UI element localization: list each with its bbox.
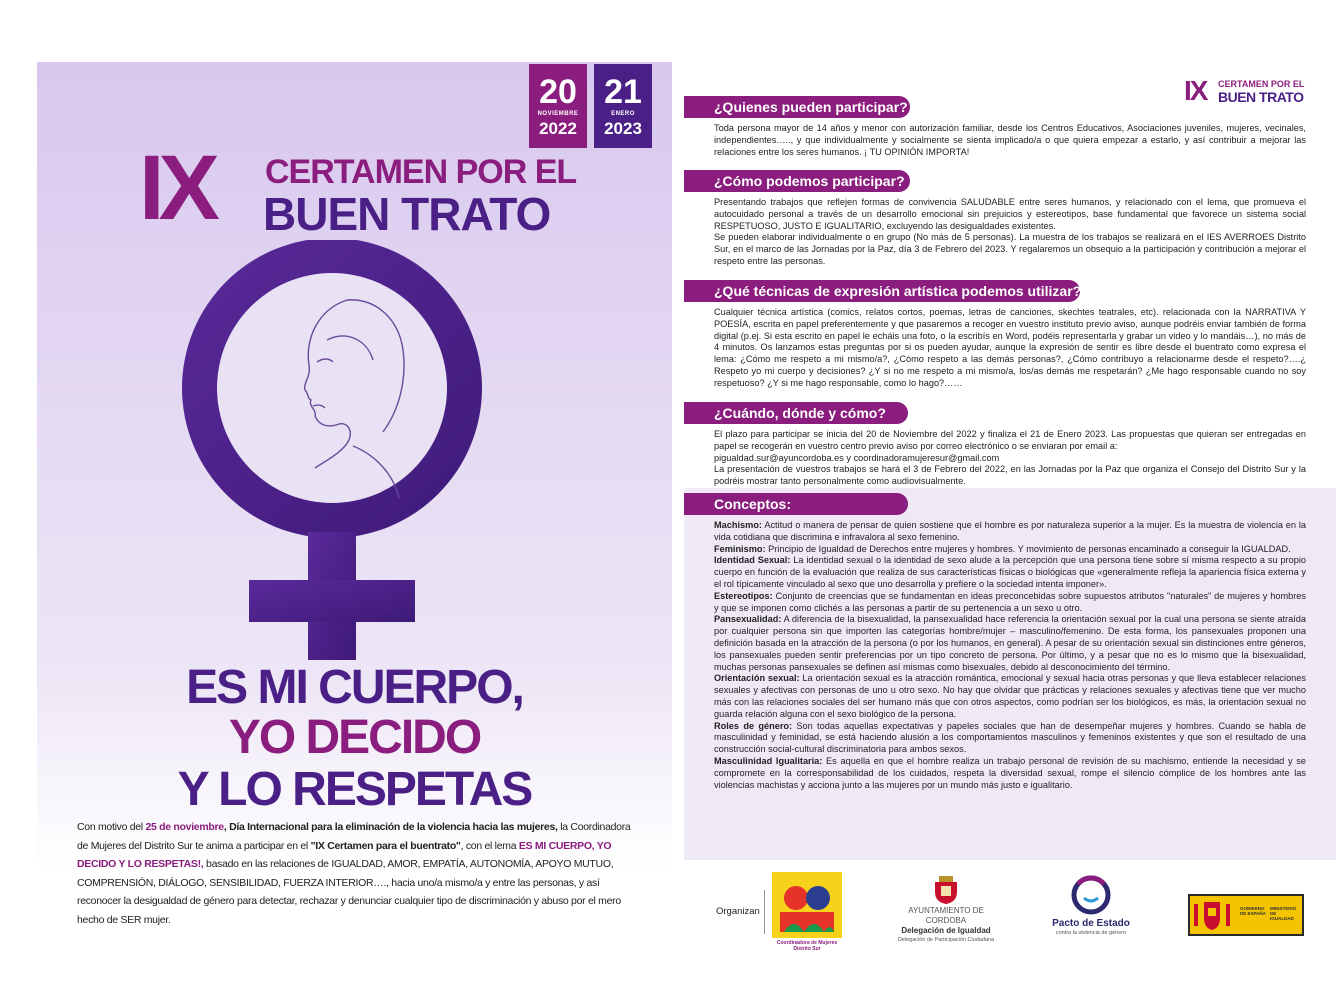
section-heading-techniques: ¿Qué técnicas de expresión artística podemos utilizar? bbox=[684, 280, 1080, 302]
poster-body-p4: , con el lema bbox=[460, 839, 519, 852]
poster-body-p3: la Coordinadora de Mujeres del Distrito Sur te anima a participar en el bbox=[77, 821, 631, 852]
ayto-line-1: AYUNTAMIENTO DE CORDOBA bbox=[908, 906, 984, 925]
section-heading-how: ¿Cómo podemos participar? bbox=[684, 170, 910, 192]
poster-body-event: "IX Certamen para el buentrato" bbox=[310, 839, 461, 852]
sheet-logo-roman: IX bbox=[1184, 75, 1207, 106]
how-text-1: Presentando trabajos que reflejen formas de convivencia SALUDABLE entre seres humanos, y relacionado con el lema, que promueva el autocuidado personal a través de un desarrollo emocional sin prejuicios y estereotipos, base fundamental que favorece un sistema social RESPETUOSO, JUSTO E IGUALITARIO, excluyendo las desigualdades existentes. bbox=[714, 197, 1306, 231]
section-heading-concepts: Conceptos: bbox=[684, 493, 908, 515]
when-text-3: La presentación de vuestros trabajos se hará el 3 de Febrero del 2022, en las Jornadas por la Paz que organiza el Consejo del Distrito Sur y la podréis mostrar tanto personalmente como audiovisualmente. bbox=[714, 464, 1306, 487]
poster-title-top: CERTAMEN POR EL bbox=[265, 153, 577, 191]
concept-machismo: Machismo: Actitud o manera de pensar de quien sostiene que el hombre es por naturaleza superior a la mujer. Es la muestra de violencia en la vida cotidiana que discrimina e infravalora al sexo femenino. bbox=[714, 520, 1306, 542]
concept-feminismo: Feminismo: Principio de Igualdad de Derechos entre mujeres y hombres. Y movimiento de personas encaminado a conseguir la IGUALDAD. bbox=[714, 543, 1291, 554]
organizers-footer bbox=[684, 868, 1324, 958]
when-text-1: El plazo para participar se inicia del 20 de Noviembre del 2022 y finaliza el 21 de Enero 2023. Las propuestas que quieran ser entregadas en papel se recogerán en vuestro centro previo aviso por correo electrónico o se enviaran por email a: bbox=[714, 429, 1306, 451]
start-year: 2022 bbox=[539, 119, 577, 138]
section-text-who bbox=[714, 123, 1306, 158]
coordinadora-logo bbox=[772, 872, 842, 954]
footer-divider bbox=[764, 890, 765, 934]
concept-estereotipos: Estereotipos: Conjunto de creencias que se fundamentan en ideas preconcebidas sobre supuestos atributos "naturales" de mujeres y hombres y que se imponen como clichés a las personas a partir de su pertenencia a un sexo u otro. bbox=[714, 590, 1306, 613]
event-poster bbox=[37, 62, 672, 940]
start-month: NOVIEMBRE bbox=[537, 111, 579, 117]
end-year: 2023 bbox=[604, 119, 642, 138]
slogan-line-1: ES MI CUERPO, bbox=[186, 661, 523, 714]
concept-pansexualidad: Pansexualidad: A diferencia de la bisexualidad, la pansexualidad hace referencia la orientación sexual por la cual una persona se siente atraída por cualquier persona sin que importen las categorías hombre/mujer – masculino/femenino. De esta forma, los pansexuales proponen una definición basada en la atracción de la persona (o por los humanos, en general). A pesar de su orientación sexual sin distinciones entre géneros, los pansexuales pueden sentir preferencias por un tipo concreto de persona. Por último, y a pesar que no es lo mismo que la bisexualidad, muchas personas pansexuales se definen así mismas como bisexuales, debido al desconocimiento del término. bbox=[714, 614, 1306, 672]
spain-government-coat-icon bbox=[1192, 896, 1232, 934]
section-text-techniques bbox=[714, 307, 1306, 390]
sheet-logo-line1: CERTAMEN POR EL bbox=[1218, 79, 1305, 89]
pacto-estado-logo-icon bbox=[1070, 874, 1112, 916]
end-date-badge bbox=[594, 64, 652, 148]
section-text-how bbox=[714, 197, 1306, 268]
sheet-logo bbox=[1184, 76, 1309, 110]
end-day: 21 bbox=[604, 73, 642, 111]
info-sheet bbox=[684, 62, 1324, 962]
slogan-line-3: Y LO RESPETAS bbox=[177, 763, 532, 816]
venus-symbol-icon bbox=[177, 240, 507, 660]
how-text-2: Se pueden elaborar individualmente o en grupo (No más de 5 personas). La muestra de los trabajos se realizará en el IES AVERROES Distrito Sur, en el marco de las Jornadas por la Paz, día 3 de Febrero del 2023. Y regalaremos un obsequio a la participación y contribución a mejorar el respeto entre las personas. bbox=[714, 232, 1306, 266]
coordinadora-caption: Coordinadora de Mujeres Distrito Sur bbox=[776, 940, 838, 952]
end-month: ENERO bbox=[611, 111, 635, 117]
concepts-list bbox=[714, 520, 1306, 791]
when-text-2: pigualdad.sur@ayuncordoba.es y coordinadoramujeresur@gmail.com bbox=[714, 452, 1000, 463]
organize-label: Organizan bbox=[716, 906, 760, 917]
ayuntamiento-logo bbox=[890, 876, 1002, 954]
poster-title-roman: IX bbox=[139, 137, 214, 239]
pacto-line-1: Pacto de Estado bbox=[1052, 918, 1130, 929]
ministerio-label: MINISTERIO DE IGUALDAD bbox=[1270, 906, 1297, 921]
concept-orientacion-sexual: Orientación sexual: La orientación sexual es la atracción romántica, emocional y sexual hacia otras personas y que lleva establecer relaciones sexuales y afectivas con personas de uno u otro sexo. No hay que olvidar que prácticas y relaciones sexuales y afectivas tiene que ver mucho más con las relaciones sociales del ser humano más que con otros aspectos, como podrían ser los biológicos, es más, la orientación sexual no guarda relación alguna con el sexo biológico de la persona. bbox=[714, 673, 1306, 719]
section-heading-when: ¿Cuándo, dónde y cómo? bbox=[684, 402, 908, 424]
poster-title-bottom: BUEN TRATO bbox=[263, 188, 551, 240]
cordoba-coat-of-arms-icon bbox=[931, 876, 961, 904]
concept-masculinidad-igualitaria: Masculinidad Igualitaria: Es aquella en que el hombre realiza un trabajo personal de revisión de su machismo, entiende la necesidad y se compromete en la corresponsabilidad de los cuidados, respeta la diversidad sexual, rompe el silencio cómplice de los hombres ante las violencias machistas y acciona junto a las mujeres por un mundo más justo e igualitario. bbox=[714, 755, 1306, 790]
section-text-when bbox=[714, 429, 1306, 488]
poster-body-p2: , Día Internacional para la eliminación de la violencia hacia las mujeres, bbox=[223, 821, 558, 833]
start-day: 20 bbox=[539, 73, 577, 111]
poster-body-p5: basado en las relaciones de IGUALDAD, AMOR, EMPATÍA, AUTONOMÍA, APOYO MUTUO, COMPRENSIÓN, DIÁLOGO, SENSIBILIDAD, FUERZA INTERIOR…., hacia uno/a mismo/a y entre las personas, y así reconocer la desigualdad de género para detectar, rechazar y denunciar cualquier tipo de discriminación y abuso por el mero hecho de SER mujer. bbox=[77, 858, 621, 926]
pacto-line-2: contra la violencia de género bbox=[1055, 930, 1127, 936]
concept-roles-genero: Roles de género: Son todas aquellas expectativas y papeles sociales que han de desempeñar mujeres y hombres. Cuando se habla de masculinidad y feminidad, se está haciendo alusión a los comportamientos masculinos y femeninos existentes y que son el resultado de una construcción social-cultural discriminatoria para ambos sexos. bbox=[714, 720, 1306, 755]
ayto-line-2: Delegación de Igualdad bbox=[901, 926, 991, 935]
techniques-text: Cualquier técnica artística (comics, relatos cortos, poemas, letras de canciones, skechtes teatrales, etc). relacionada con la NARRATIVA Y POESÍA, escrita en papel preferentemente y que pasaremos a recoger en vuestro instituto previo aviso, aunque podréis enviar también de forma digital (p.ej. Si esta escrito en papel le echáis una foto, o la escribís en Word, podéis representarla y grabar un video y lo mandáis…), no más de 4 minutos. Os lanzamos estas preguntas por si os pueden ayudar, aunque la expresión de sentir es libre desde el buentrato como expresa el lema: ¿Cómo me respeto a mi mismo/a?, ¿Cómo respeto a las demás personas?, ¿Cómo contribuyo a relacionarme desde el respeto?….¿ Respeto yo mi cuerpo y decisiones? ¿Y si no me respeto a mi mismo/a, los/as demás me respetarán? ¿Me hago responsable cuando no soy respetuoso? ¿Y si me hago responsable, como lo hago?…… bbox=[714, 307, 1306, 388]
poster-body-motto: ES MI CUERPO, YO DECIDO Y LO RESPETAS!, bbox=[77, 839, 612, 870]
poster-body-p1: Con motivo del bbox=[77, 821, 146, 833]
coordinadora-logo-icon bbox=[772, 872, 842, 938]
section-heading-who: ¿Quienes pueden participar? bbox=[684, 96, 910, 118]
who-text: Toda persona mayor de 14 años y menor con autorización familiar, desde los Centros Educativos, Asociaciones juveniles, mujeres, vecinales, independientes….., y que individualmente y socialmente se sienta implicado/a o que quiera empezar a estarlo, y así contribuir a mejorar las relaciones entre los seres humanos. ¡ TU OPINIÓN IMPORTA! bbox=[714, 123, 1306, 157]
poster-body-date: 25 de noviembre bbox=[145, 821, 224, 833]
poster-description bbox=[77, 818, 637, 929]
sheet-logo-line2: BUEN TRATO bbox=[1218, 89, 1304, 105]
gobierno-label: GOBIERNO DE ESPAÑA bbox=[1240, 906, 1266, 916]
slogan-line-2: YO DECIDO bbox=[228, 711, 481, 764]
concept-identidad-sexual: Identidad Sexual: La identidad sexual o la identidad de sexo alude a la percepción que una persona tiene sobre sí misma respecto a su propio cuerpo en función de la evaluación que realiza de sus características físicas o biológicas que «generalmente refleja la apariencia física externa y el rol típicamente vinculado al sexo que uno desarrolla y prefiere o la sociedad intenta imponer». bbox=[714, 555, 1306, 589]
gobierno-espana-logo bbox=[1188, 894, 1304, 936]
ayto-line-3: Delegación de Participación Ciudadana bbox=[897, 937, 995, 943]
start-date-badge bbox=[529, 64, 587, 148]
pacto-estado-logo bbox=[1046, 874, 1136, 954]
